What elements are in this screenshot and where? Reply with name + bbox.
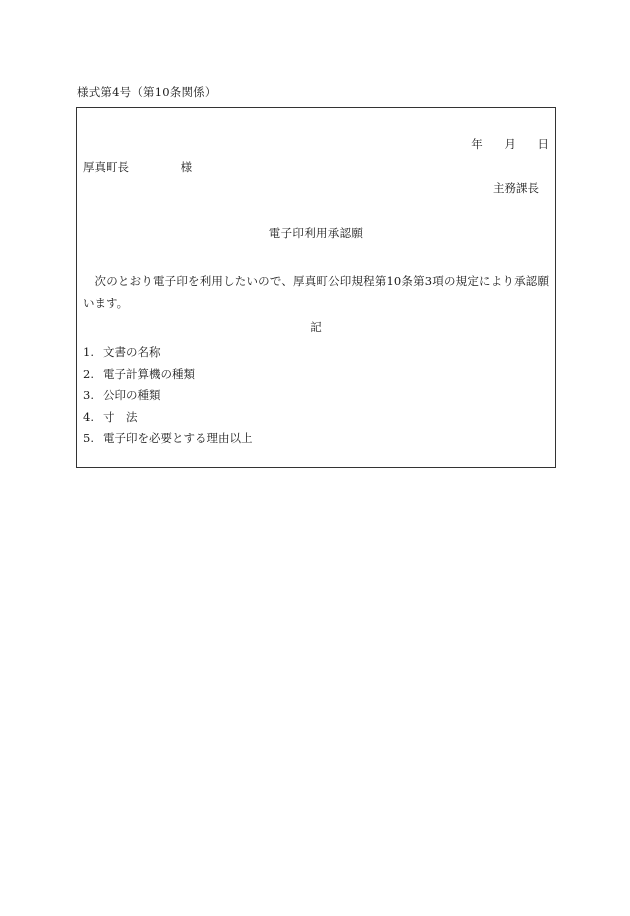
item-number: 5. [83,431,94,445]
addressee [83,159,192,175]
addressee-honorific: 様 [180,160,193,174]
item-number: 1. [83,345,94,359]
date-month-label: 月 [504,137,516,151]
addressee-name: 厚真町長 [83,160,129,174]
item-number: 4. [83,409,94,424]
item-number: 3. [83,388,94,402]
item-label: 公印の種類 [103,388,161,402]
date-line [461,136,549,152]
list-item [83,364,253,386]
list-item [83,428,253,450]
ki-heading: 記 [310,320,322,334]
sender: 主務課長 [493,181,539,195]
item-label: 電子計算機の種類 [103,366,195,381]
document-title: 電子印利用承認願 [268,226,364,240]
request-body-text: 次のとおり電子印を利用したいので、厚真町公印規程第10条第3項の規定により承認願います。 [83,274,549,310]
list-item [83,385,253,407]
application-form-frame [76,107,556,468]
item-number: 2. [83,366,94,381]
item-label: 電子印を必要とする理由以上 [103,431,253,445]
date-day-label: 日 [537,137,549,151]
date-year-label: 年 [471,137,483,151]
item-list [83,342,253,450]
form-number: 様式第4号（第10条関係） [77,85,217,99]
item-label: 寸 法 [103,409,138,424]
list-item [83,407,253,429]
list-item [83,342,253,364]
item-label: 文書の名称 [103,345,161,359]
